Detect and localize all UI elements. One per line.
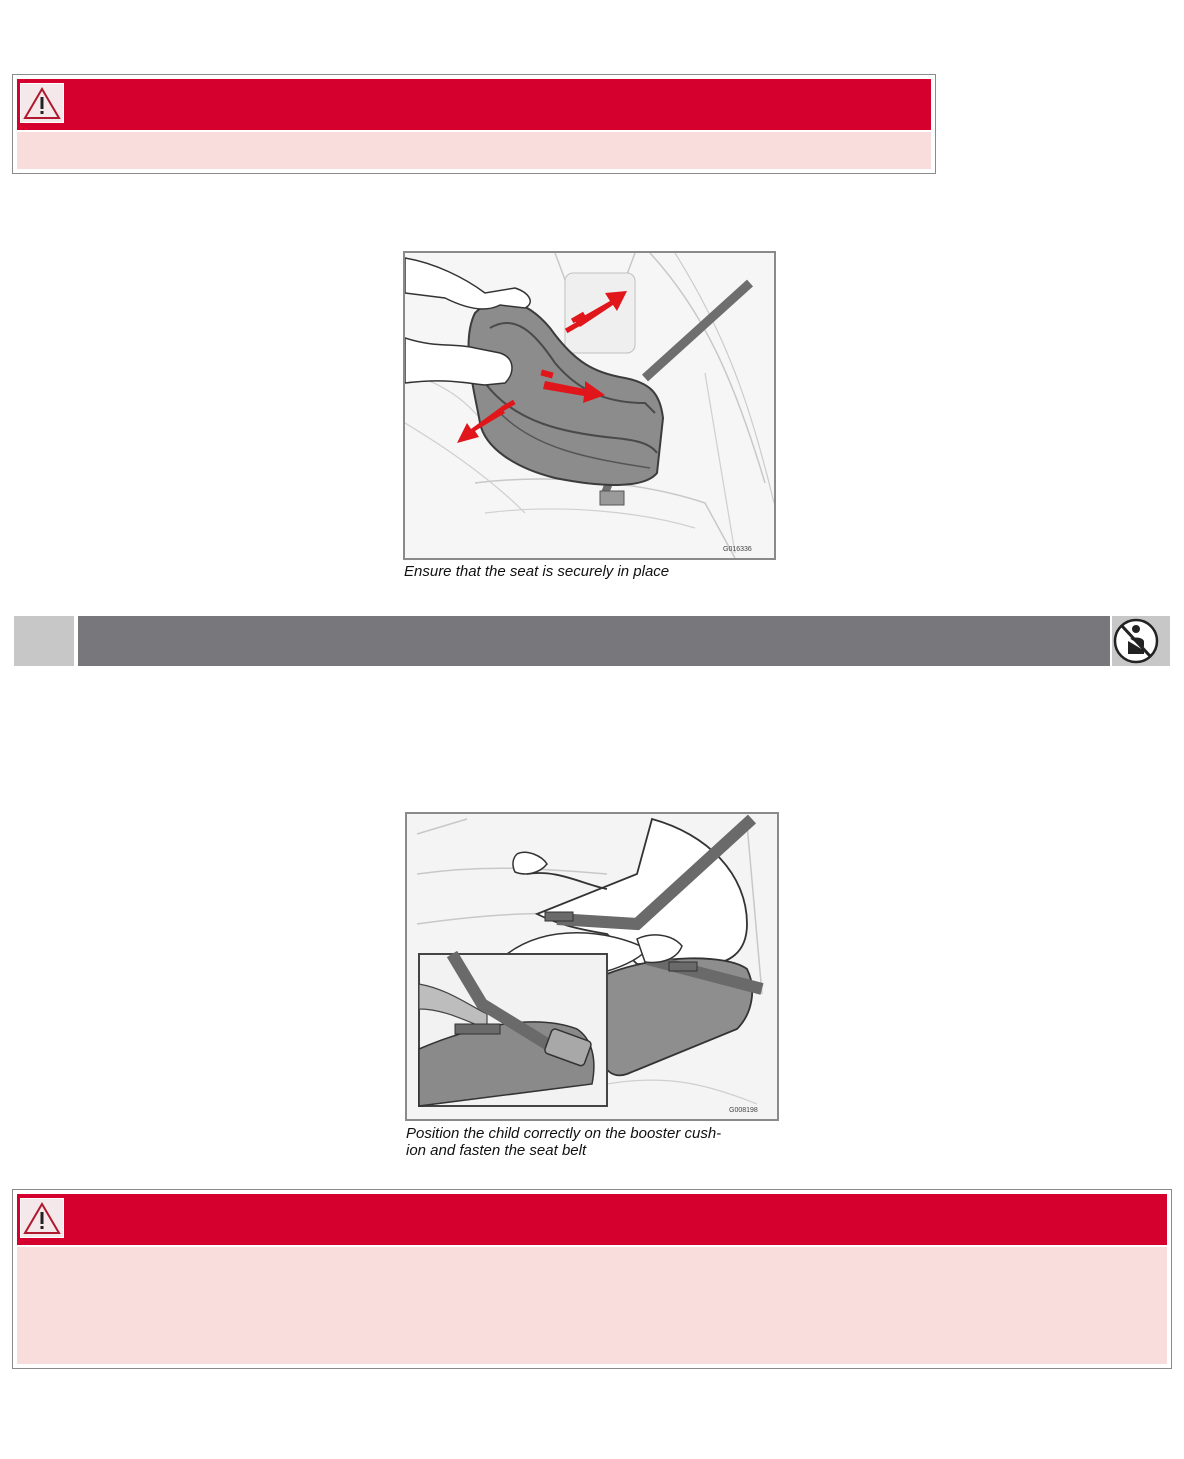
warning-header (17, 1194, 1167, 1245)
section-heading-bar (14, 616, 1170, 666)
figure-booster-cushion (405, 812, 779, 1121)
warning-header (17, 79, 931, 130)
section-number-box (14, 616, 74, 666)
child-seat-belt-icon (1112, 616, 1170, 666)
figure2-code: G008198 (729, 1107, 758, 1114)
figure1-caption: Ensure that the seat is securely in place (404, 563, 670, 580)
warning-body (17, 1247, 1167, 1364)
warning-body (17, 132, 931, 169)
figure2-caption-line1: Position the child correctly on the booster cush- (406, 1125, 722, 1142)
section-title-bar (78, 616, 1110, 666)
figure2-caption-line2: ion and fasten the seat belt (406, 1142, 587, 1159)
figure1-code: G016336 (723, 546, 752, 553)
warning-box-bottom (12, 1189, 1172, 1369)
figure-child-seat (403, 251, 776, 560)
warning-box-top (12, 74, 936, 174)
booster-cushion-illustration (407, 814, 777, 1119)
child-seat-illustration (405, 253, 774, 558)
warning-triangle-icon (20, 1198, 64, 1238)
warning-triangle-icon (20, 83, 64, 123)
